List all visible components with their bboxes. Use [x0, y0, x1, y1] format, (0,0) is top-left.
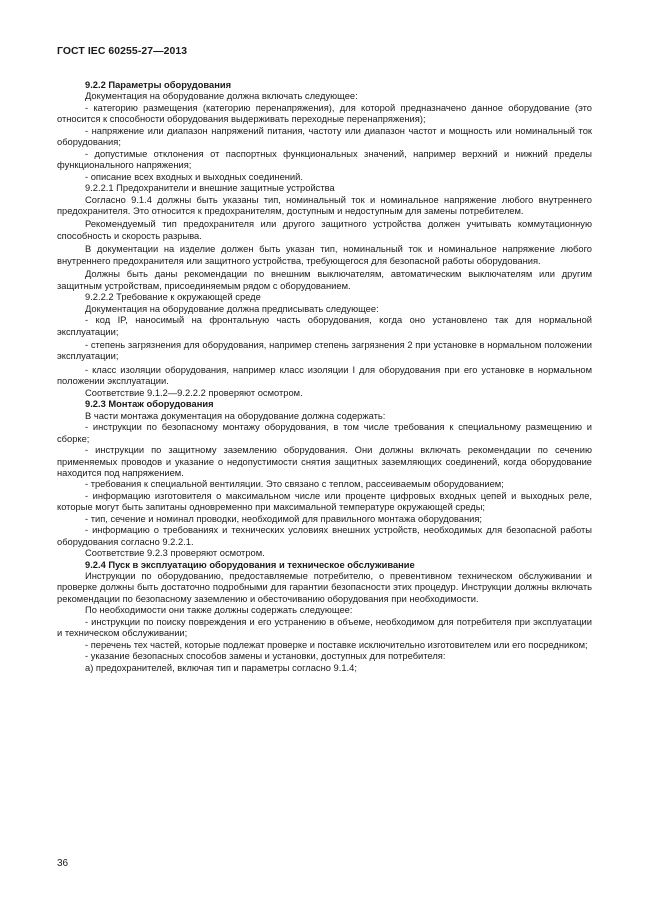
section-heading: 9.2.3 Монтаж оборудования	[85, 399, 214, 410]
list-item: - тип, сечение и номинал проводки, необходимой для правильного монтажа оборудования;	[85, 513, 482, 524]
list-item: - категорию размещения (категорию перенапряжения), для которой предназначено данное оборудование (это относится к способности оборудования выдерживать переходные перенапряжения);	[57, 102, 592, 125]
paragraph: Должны быть даны рекомендации по внешним выключателям, автоматическим выключателям или другим защитным устройствам, присоединяемым рядом с оборудованием.	[57, 269, 592, 291]
list-item: - инструкции по защитному заземлению оборудования. Они должны включать рекомендации по сечению применяемых проводов и указание о недопустимости снятия защитных заземляющих соединений, когда оборудование находится под напряжением.	[57, 445, 592, 478]
page-body	[57, 80, 592, 674]
compliance-note: Соответствие 9.1.2—9.2.2.2 проверяют осмотром.	[85, 387, 303, 398]
paragraph: В документации на изделие должен быть указан тип, номинальный ток и номинальное напряжение любого внутреннего предохранителя или защитного устройства, требующегося для безопасной работы оборудования.	[57, 244, 592, 266]
paragraph: Документация на оборудование должна предписывать следующее:	[85, 303, 379, 314]
list-item: а) предохранителей, включая тип и параметры согласно 9.1.4;	[85, 662, 357, 673]
list-item: - инструкции по поиску повреждения и его устранению в объеме, необходимом для потребителя при эксплуатации и техническом обслуживании;	[57, 616, 592, 639]
subsection-heading: 9.2.2.2 Требование к окружающей среде	[85, 292, 261, 303]
page-number: 36	[57, 858, 69, 869]
list-item: - инструкции по безопасному монтажу оборудования, в том числе требования к специальному размещению и сборке;	[57, 422, 592, 444]
document-header: ГОСТ IEC 60255-27—2013	[57, 46, 188, 57]
list-item: - перечень тех частей, которые подлежат проверке и поставке исключительно изготовителем или его посредником;	[85, 639, 588, 650]
list-item: - допустимые отклонения от паспортных функциональных значений, например верхний и нижний пределы функционального напряжения;	[57, 148, 592, 171]
section-heading: 9.2.4 Пуск в эксплуатацию оборудования и техническое обслуживание	[85, 559, 415, 570]
list-item: - информацию о требованиях и технических условиях внешних устройств, необходимых для безопасной работы оборудования согласно 9.2.2.1.	[57, 525, 592, 547]
list-item: - напряжение или диапазон напряжений питания, частоту или диапазон частот и мощность или номинальный ток оборудования;	[57, 125, 592, 148]
paragraph: По необходимости они также должны содержать следующее:	[85, 605, 353, 616]
subsection-heading: 9.2.2.1 Предохранители и внешние защитные устройства	[85, 183, 335, 194]
compliance-note: Соответствие 9.2.3 проверяют осмотром.	[85, 548, 265, 559]
list-item: - класс изоляции оборудования, например класс изоляции I для оборудования при его установке в нормальном положении эксплуатации.	[57, 364, 592, 387]
paragraph: Согласно 9.1.4 должны быть указаны тип, номинальный ток и номинальное напряжение любого внутреннего предохранителя. Это относится к предохранителям, доступным и недоступным для замены потребителем.	[57, 194, 592, 216]
list-item: - информацию изготовителя о максимальном числе или проценте цифровых входных цепей и выходных реле, которые могут быть запитаны одновременно при максимальной температуре окружающей среды;	[57, 490, 592, 513]
paragraph: Рекомендуемый тип предохранителя или другого защитного устройства должен учитывать коммутационную способность и скорость разрыва.	[57, 219, 592, 241]
paragraph: Документация на оборудование должна включать следующее:	[85, 91, 358, 102]
section-heading: 9.2.2 Параметры оборудования	[85, 80, 232, 90]
paragraph: В части монтажа документация на оборудование должна содержать:	[85, 410, 386, 421]
list-item: - описание всех входных и выходных соединений.	[85, 171, 303, 182]
list-item: - степень загрязнения для оборудования, например степень загрязнения 2 при установке в нормальном положении эксплуатации;	[57, 339, 592, 362]
list-item: - указание безопасных способов замены и установки, доступных для потребителя:	[85, 651, 446, 662]
list-item: - требования к специальной вентиляции. Это связано с теплом, рассеиваемым оборудованием;	[85, 479, 504, 490]
paragraph: Инструкции по оборудованию, предоставляемые потребителю, о превентивном техническом обслуживании и проверке должны быть достаточно подробными для гарантии безопасности этих процедур. Инструкции должны включать рекомендации по безопасному заземлению и обесточиванию оборудования при необходимости.	[57, 571, 592, 604]
list-item: - код IP, наносимый на фронтальную часть оборудования, когда оно установлено так для нормальной эксплуатации;	[57, 315, 592, 337]
